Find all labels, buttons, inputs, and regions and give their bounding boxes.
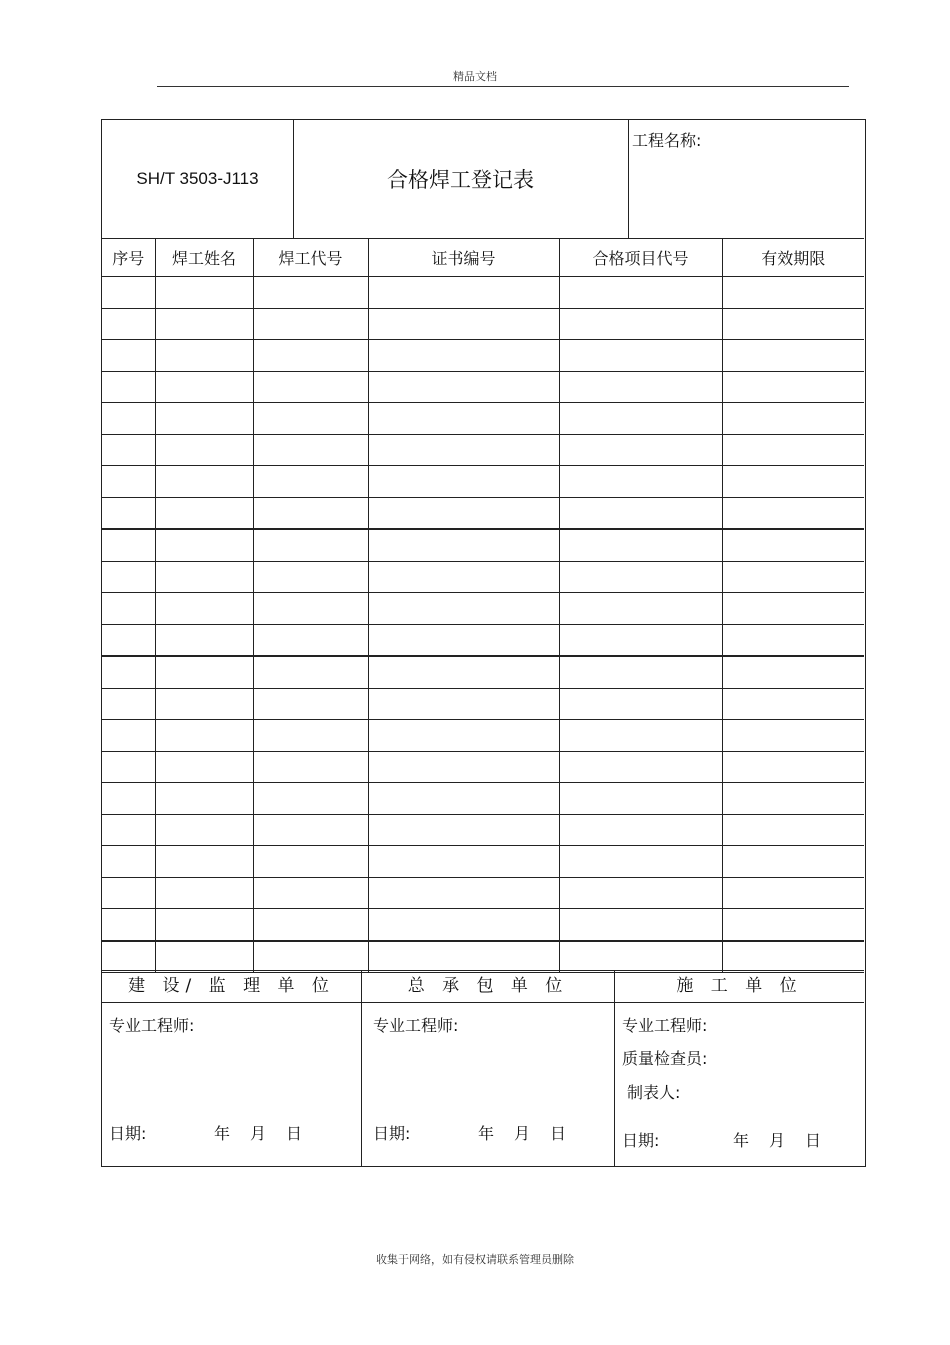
table-cell[interactable] xyxy=(368,308,559,340)
table-cell[interactable] xyxy=(368,277,559,309)
table-cell[interactable] xyxy=(155,846,253,878)
table-row xyxy=(102,308,864,340)
table-row xyxy=(102,877,864,909)
table-row xyxy=(102,688,864,720)
table-cell[interactable] xyxy=(253,814,368,846)
table-cell[interactable] xyxy=(102,529,155,561)
table-header-row xyxy=(102,239,864,277)
table-cell[interactable] xyxy=(102,403,155,435)
contractor-date-label: 日期: xyxy=(373,1124,411,1143)
table-cell[interactable] xyxy=(253,466,368,498)
table-row xyxy=(102,593,864,625)
table-cell[interactable] xyxy=(722,593,864,625)
table-cell[interactable] xyxy=(155,909,253,941)
table-cell[interactable] xyxy=(253,593,368,625)
table-cell[interactable] xyxy=(559,814,722,846)
contractor-engineer-label: 专业工程师: xyxy=(373,1016,459,1035)
table-cell[interactable] xyxy=(102,783,155,815)
table-cell[interactable] xyxy=(102,720,155,752)
owner-engineer-label: 专业工程师: xyxy=(109,1016,195,1035)
col-header-welder-code: 焊工代号 xyxy=(253,239,368,277)
table-cell[interactable] xyxy=(368,340,559,372)
table-cell[interactable] xyxy=(559,909,722,941)
table-row xyxy=(102,340,864,372)
table-cell[interactable] xyxy=(102,593,155,625)
table-cell[interactable] xyxy=(722,403,864,435)
table-cell[interactable] xyxy=(155,466,253,498)
table-cell[interactable] xyxy=(155,434,253,466)
col-header-validity: 有效期限 xyxy=(722,239,864,277)
table-cell[interactable] xyxy=(102,308,155,340)
table-cell[interactable] xyxy=(155,941,253,973)
table-cell[interactable] xyxy=(155,751,253,783)
table-cell[interactable] xyxy=(559,466,722,498)
table-cell[interactable] xyxy=(102,340,155,372)
table-cell[interactable] xyxy=(722,688,864,720)
table-cell[interactable] xyxy=(253,497,368,529)
table-cell[interactable] xyxy=(559,529,722,561)
table-cell[interactable] xyxy=(722,434,864,466)
table-cell[interactable] xyxy=(368,371,559,403)
table-cell[interactable] xyxy=(559,497,722,529)
table-cell[interactable] xyxy=(253,624,368,656)
col-header-certificate-no: 证书编号 xyxy=(368,239,559,277)
table-cell[interactable] xyxy=(368,720,559,752)
table-cell[interactable] xyxy=(559,277,722,309)
welder-register-form xyxy=(101,119,866,1167)
table-cell[interactable] xyxy=(722,371,864,403)
table-cell[interactable] xyxy=(722,561,864,593)
table-cell[interactable] xyxy=(368,814,559,846)
builder-heading: 施 工 单 位 xyxy=(676,976,803,996)
table-cell[interactable] xyxy=(102,688,155,720)
table-cell[interactable] xyxy=(102,751,155,783)
table-cell[interactable] xyxy=(253,308,368,340)
table-cell[interactable] xyxy=(368,403,559,435)
welder-table xyxy=(102,238,864,973)
contractor-ymd: 年 月 日 xyxy=(478,1124,569,1143)
table-row xyxy=(102,466,864,498)
table-cell[interactable] xyxy=(253,877,368,909)
form-code: SH/T 3503-J113 xyxy=(102,120,294,238)
table-cell[interactable] xyxy=(368,593,559,625)
table-row xyxy=(102,403,864,435)
table-cell[interactable] xyxy=(368,688,559,720)
owner-date-label: 日期: xyxy=(109,1124,147,1143)
table-cell[interactable] xyxy=(253,340,368,372)
table-cell[interactable] xyxy=(102,941,155,973)
table-row xyxy=(102,529,864,561)
builder-ymd: 年 月 日 xyxy=(733,1131,824,1150)
table-cell[interactable] xyxy=(559,941,722,973)
table-cell[interactable] xyxy=(559,403,722,435)
table-cell[interactable] xyxy=(253,941,368,973)
table-row xyxy=(102,624,864,656)
table-cell[interactable] xyxy=(559,783,722,815)
table-row xyxy=(102,783,864,815)
table-cell[interactable] xyxy=(102,656,155,688)
table-row xyxy=(102,561,864,593)
table-cell[interactable] xyxy=(102,909,155,941)
table-cell[interactable] xyxy=(559,751,722,783)
table-cell[interactable] xyxy=(155,877,253,909)
table-cell[interactable] xyxy=(722,877,864,909)
page-footer: 收集于网络，如有侵权请联系管理员删除 xyxy=(376,1253,574,1266)
table-cell[interactable] xyxy=(559,624,722,656)
signature-divider xyxy=(361,970,362,1166)
table-row xyxy=(102,720,864,752)
table-cell[interactable] xyxy=(102,561,155,593)
table-cell[interactable] xyxy=(368,941,559,973)
table-cell[interactable] xyxy=(155,340,253,372)
table-cell[interactable] xyxy=(722,529,864,561)
table-cell[interactable] xyxy=(253,909,368,941)
table-cell[interactable] xyxy=(368,656,559,688)
table-row xyxy=(102,497,864,529)
table-cell[interactable] xyxy=(253,529,368,561)
table-cell[interactable] xyxy=(559,371,722,403)
table-cell[interactable] xyxy=(368,434,559,466)
table-cell[interactable] xyxy=(722,814,864,846)
header-rule xyxy=(157,86,849,87)
table-cell[interactable] xyxy=(722,751,864,783)
col-header-index: 序号 xyxy=(102,239,155,277)
table-cell[interactable] xyxy=(102,877,155,909)
table-cell[interactable] xyxy=(253,751,368,783)
table-cell[interactable] xyxy=(253,434,368,466)
table-cell[interactable] xyxy=(722,277,864,309)
table-cell[interactable] xyxy=(559,593,722,625)
table-cell[interactable] xyxy=(155,371,253,403)
table-cell[interactable] xyxy=(559,308,722,340)
table-cell[interactable] xyxy=(368,877,559,909)
table-cell[interactable] xyxy=(155,656,253,688)
table-cell[interactable] xyxy=(253,846,368,878)
table-cell[interactable] xyxy=(722,783,864,815)
table-cell[interactable] xyxy=(722,340,864,372)
table-cell[interactable] xyxy=(155,688,253,720)
page-header: 精品文档 xyxy=(453,70,497,83)
table-cell[interactable] xyxy=(253,371,368,403)
form-title: 合格焊工登记表 xyxy=(293,120,629,238)
table-cell[interactable] xyxy=(102,466,155,498)
table-cell[interactable] xyxy=(253,688,368,720)
table-cell[interactable] xyxy=(368,624,559,656)
builder-date-label: 日期: xyxy=(622,1131,660,1150)
table-cell[interactable] xyxy=(722,909,864,941)
table-row xyxy=(102,846,864,878)
table-cell[interactable] xyxy=(155,783,253,815)
table-cell[interactable] xyxy=(102,277,155,309)
table-cell[interactable] xyxy=(155,561,253,593)
table-cell[interactable] xyxy=(559,434,722,466)
table-cell[interactable] xyxy=(253,783,368,815)
table-row xyxy=(102,941,864,973)
owner-ymd: 年 月 日 xyxy=(214,1124,305,1143)
table-cell[interactable] xyxy=(722,656,864,688)
table-cell[interactable] xyxy=(722,497,864,529)
table-cell[interactable] xyxy=(559,720,722,752)
table-cell[interactable] xyxy=(155,624,253,656)
table-cell[interactable] xyxy=(722,846,864,878)
table-cell[interactable] xyxy=(368,751,559,783)
project-name-label: 工程名称: xyxy=(632,131,702,150)
table-cell[interactable] xyxy=(155,529,253,561)
owner-heading: 建 设/ 监 理 单 位 xyxy=(128,976,335,996)
table-cell[interactable] xyxy=(155,403,253,435)
table-cell[interactable] xyxy=(559,877,722,909)
table-row xyxy=(102,751,864,783)
table-row xyxy=(102,434,864,466)
table-cell[interactable] xyxy=(368,529,559,561)
table-cell[interactable] xyxy=(559,561,722,593)
builder-engineer-label: 专业工程师: xyxy=(622,1016,708,1035)
table-cell[interactable] xyxy=(155,720,253,752)
table-row xyxy=(102,656,864,688)
table-cell[interactable] xyxy=(368,909,559,941)
table-cell[interactable] xyxy=(155,497,253,529)
builder-preparer-label: 制表人: xyxy=(627,1083,681,1102)
table-cell[interactable] xyxy=(253,656,368,688)
signature-divider xyxy=(614,970,615,1166)
contractor-heading: 总 承 包 单 位 xyxy=(407,976,569,996)
signature-header xyxy=(102,970,864,1003)
table-cell[interactable] xyxy=(102,497,155,529)
table-cell[interactable] xyxy=(722,941,864,973)
table-cell[interactable] xyxy=(102,846,155,878)
table-row xyxy=(102,814,864,846)
table-cell[interactable] xyxy=(722,720,864,752)
table-cell[interactable] xyxy=(102,371,155,403)
table-cell[interactable] xyxy=(368,846,559,878)
table-cell[interactable] xyxy=(155,277,253,309)
table-cell[interactable] xyxy=(368,783,559,815)
table-cell[interactable] xyxy=(155,308,253,340)
table-cell[interactable] xyxy=(368,497,559,529)
table-cell[interactable] xyxy=(102,434,155,466)
table-cell[interactable] xyxy=(155,593,253,625)
table-cell[interactable] xyxy=(722,308,864,340)
table-cell[interactable] xyxy=(368,466,559,498)
table-cell[interactable] xyxy=(253,277,368,309)
table-row xyxy=(102,371,864,403)
builder-inspector-label: 质量检查员: xyxy=(622,1049,708,1068)
table-cell[interactable] xyxy=(155,814,253,846)
table-cell[interactable] xyxy=(253,561,368,593)
table-cell[interactable] xyxy=(559,340,722,372)
table-cell[interactable] xyxy=(559,656,722,688)
table-row xyxy=(102,909,864,941)
table-cell[interactable] xyxy=(559,846,722,878)
col-header-qualified-item: 合格项目代号 xyxy=(559,239,722,277)
table-cell[interactable] xyxy=(102,624,155,656)
table-cell[interactable] xyxy=(102,814,155,846)
table-cell[interactable] xyxy=(368,561,559,593)
table-cell[interactable] xyxy=(253,720,368,752)
table-row xyxy=(102,277,864,309)
table-cell[interactable] xyxy=(722,466,864,498)
table-cell[interactable] xyxy=(253,403,368,435)
table-cell[interactable] xyxy=(559,688,722,720)
table-cell[interactable] xyxy=(722,624,864,656)
col-header-name: 焊工姓名 xyxy=(155,239,253,277)
